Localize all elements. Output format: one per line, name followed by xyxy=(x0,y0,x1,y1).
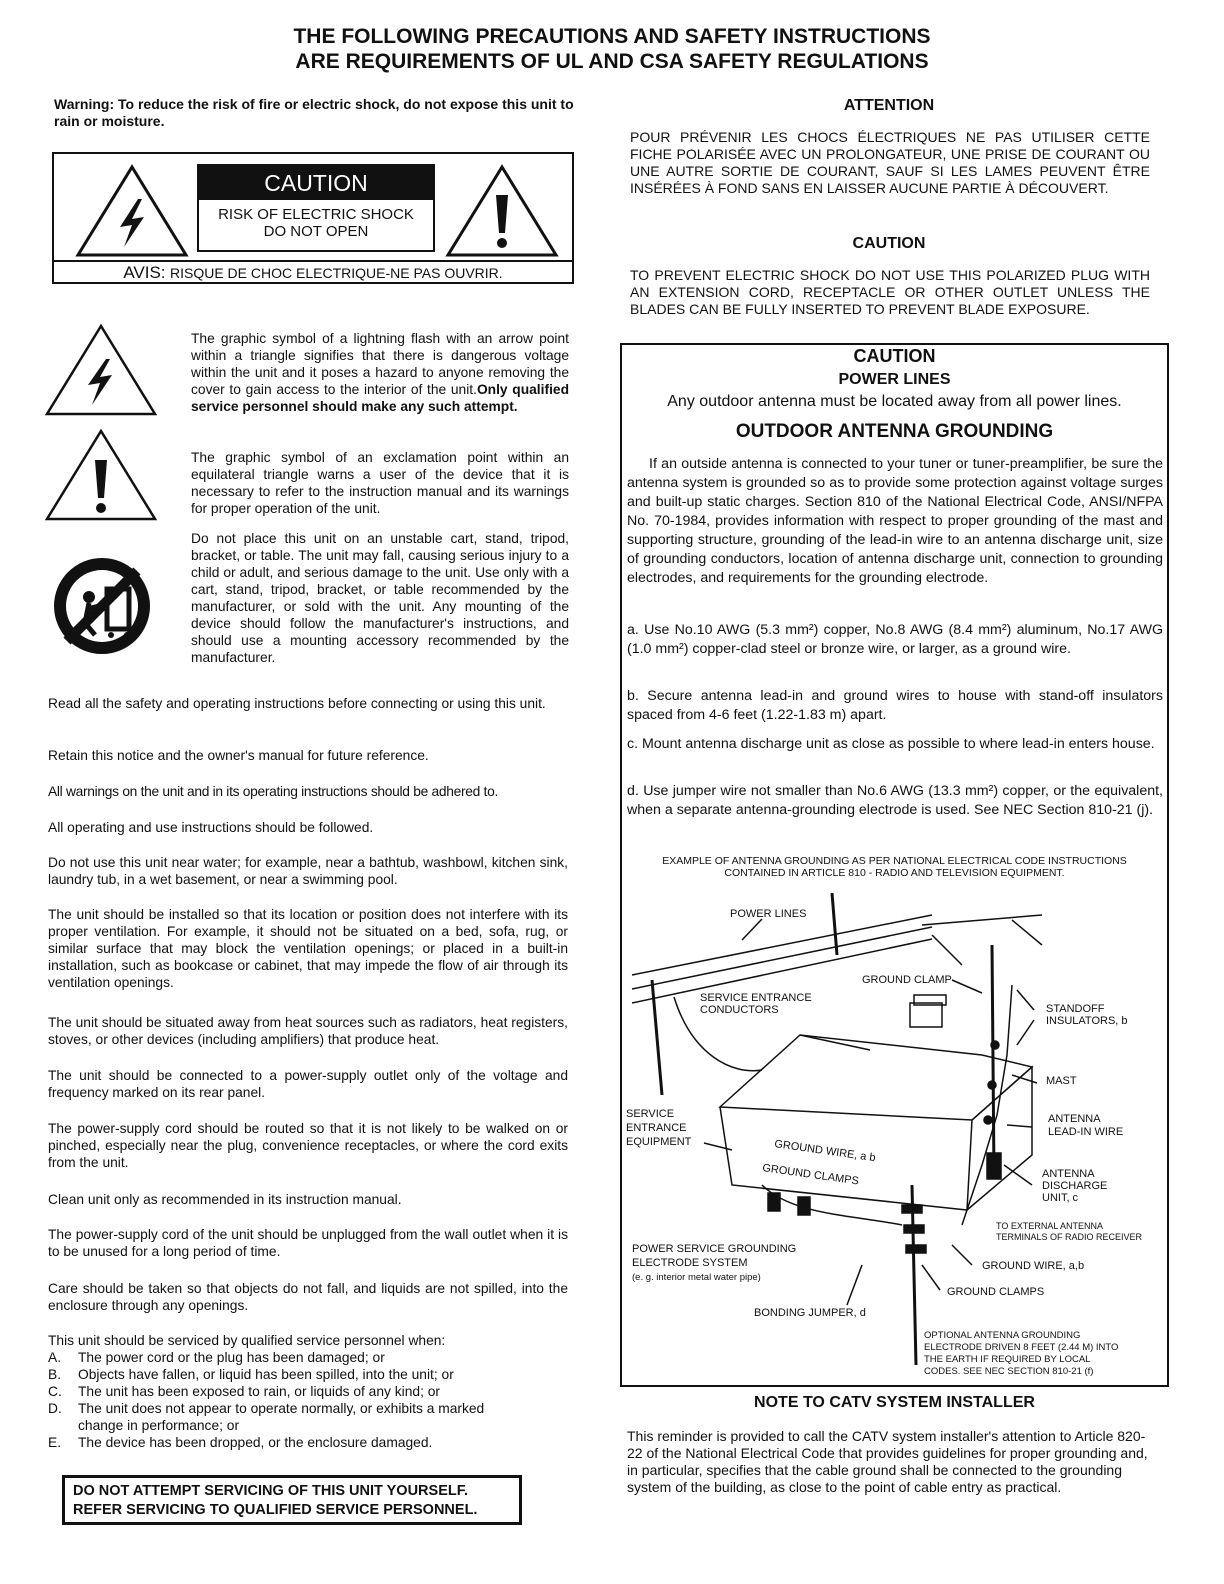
service-intro: This unit should be serviced by qualified service personnel when: xyxy=(48,1333,446,1348)
list-item xyxy=(48,1383,518,1400)
paragraph-5: Do not use this unit near water; for example, near a bathtub, washbowl, kitchen sink, laundry tub, in a wet basement, or near a swimming pool. xyxy=(48,855,568,887)
list-letter: A. xyxy=(48,1350,62,1365)
avis-row xyxy=(54,260,572,284)
grounding-text: If an outside antenna is connected to your tuner or tuner-preamplifier, be sure the antenna system is grounded so as to provide some protection against voltage surges and built-up static charges. Section 810 of the National Electrical Code, ANSI/NFPA No. 70-1984, provides information with respect to proper grounding of the mast and supporting structure, grounding of the lead-in wire to an antenna discharge unit, size of grounding conductors, location of antenna discharge unit, connection to grounding electrodes, and requirements for the grounding electrode. xyxy=(627,456,1163,586)
cart-warning-text: Do not place this unit on an unstable cart, stand, tripod, bracket, or table. The unit may fall, causing serious injury to a child or adult, and serious damage to the unit. Use only with a cart, stand, tripod, bracket, or table recommended by the manufacturer, or sold with the unit. Any mounting of the device should follow the manufacturer's instructions, and should use a mounting accessory recommended by the manufacturer. xyxy=(191,531,569,665)
label-service-entrance-2: CONDUCTORS xyxy=(700,1004,779,1016)
list-text: The device has been dropped, or the enclosure damaged. xyxy=(78,1435,433,1450)
exclamation-warning-icon xyxy=(444,163,560,259)
label-service-equip-2: ENTRANCE xyxy=(626,1122,687,1134)
label-standoff-1: STANDOFF xyxy=(1046,1003,1105,1015)
label-ground-clamps-inner: GROUND CLAMPS xyxy=(761,1162,860,1188)
paragraph-6: The unit should be installed so that its location or position does not interfere with its proper ventilation. For example, it should not be situated on a bed, sofa, rug, or similar surface that may block the ventilation openings; or placed in a built-in installation, such as bookcase or cabinet, that may impede the flow of air through its ventilation openings. xyxy=(48,907,568,990)
diagram-caption-line-1: EXAMPLE OF ANTENNA GROUNDING AS PER NATIONAL ELECTRICAL CODE INSTRUCTIONS xyxy=(662,855,1127,867)
label-optional-1: OPTIONAL ANTENNA GROUNDING xyxy=(924,1330,1081,1341)
paragraph-3: All warnings on the unit and in its operating instructions should be adhered to. xyxy=(48,784,498,799)
caution-banner: CAUTION xyxy=(199,166,433,200)
list-text: The power cord or the plug has been damaged; or xyxy=(78,1350,385,1365)
caution-heading: CAUTION xyxy=(852,235,926,252)
title-line-2: ARE REQUIREMENTS OF UL AND CSA SAFETY REGULATIONS xyxy=(295,50,929,73)
power-lines-text: Any outdoor antenna must be located away from all power lines. xyxy=(667,393,1122,410)
label-ground-wire-right: GROUND WIRE, a,b xyxy=(982,1260,1085,1272)
do-not-service-line-2: REFER SERVICING TO QUALIFIED SERVICE PERSONNEL. xyxy=(73,1502,478,1518)
cart-tipover-icon xyxy=(49,553,155,659)
list-item xyxy=(48,1400,518,1434)
list-item xyxy=(48,1366,518,1383)
antenna-grounding-diagram xyxy=(622,885,1167,1385)
list-text: Objects have fallen, or liquid has been spilled, into the unit; or xyxy=(78,1367,454,1382)
paragraph-8: The unit should be connected to a power-supply outlet only of the voltage and frequency marked on its rear panel. xyxy=(48,1068,568,1100)
label-ground-clamp: GROUND CLAMP xyxy=(862,974,952,986)
list-text: The unit has been exposed to rain, or liquids of any kind; or xyxy=(78,1384,441,1399)
label-lead-in-2: LEAD-IN WIRE xyxy=(1048,1126,1124,1138)
do-not-service-box xyxy=(62,1475,522,1525)
list-letter: E. xyxy=(48,1435,62,1450)
label-external-1: TO EXTERNAL ANTENNA xyxy=(996,1221,1104,1231)
paragraph-1: Read all the safety and operating instructions before connecting or using this unit. xyxy=(48,696,546,711)
catv-heading: NOTE TO CATV SYSTEM INSTALLER xyxy=(754,1394,1035,1411)
power-lines-heading: POWER LINES xyxy=(838,371,951,388)
label-service-entrance-1: SERVICE ENTRANCE xyxy=(700,992,812,1004)
title-line-1: THE FOLLOWING PRECAUTIONS AND SAFETY INSTRUCTIONS xyxy=(293,25,931,48)
list-item xyxy=(48,1434,518,1451)
caution-text: TO PREVENT ELECTRIC SHOCK DO NOT USE THIS POLARIZED PLUG WITH AN EXTENSION CORD, RECEPTACLE OR OTHER OUTLET UNLESS THE BLADES CAN BE FULLY INSERTED TO PREVENT BLADE EXPOSURE. xyxy=(630,267,1150,317)
label-optional-3: THE EARTH IF REQUIRED BY LOCAL xyxy=(924,1354,1091,1365)
paragraph-2: Retain this notice and the owner's manual for future reference. xyxy=(48,748,429,763)
list-text: The unit does not appear to operate normally, or exhibits a marked change in performance; or xyxy=(78,1401,485,1433)
caution-inner-label xyxy=(197,164,435,252)
exclamation-triangle-icon xyxy=(44,428,158,522)
attention-text: POUR PRÉVENIR LES CHOCS ÉLECTRIQUES NE PAS UTILISER CETTE FICHE POLARISÉE AVEC UN PROLONGATEUR, UNE PRISE DE COURANT OU UNE AUTRE SORTIE DE COURANT, SAUF SI LES LAMES PEUVENT ÊTRE INSÉRÉES À FOND SANS EN LAISSER AUCUNE PARTIE À DÉCOUVERT. xyxy=(630,129,1150,196)
label-bonding-jumper: BONDING JUMPER, d xyxy=(754,1307,866,1319)
avis-text: RISQUE DE CHOC ELECTRIQUE-NE PAS OUVRIR. xyxy=(169,265,503,281)
label-power-service-3: (e. g. interior metal water pipe) xyxy=(632,1272,761,1283)
caution-label-box xyxy=(52,152,574,284)
label-service-equip-1: SERVICE xyxy=(626,1108,675,1120)
paragraph-10: Clean unit only as recommended in its instruction manual. xyxy=(48,1192,402,1207)
label-optional-4: CODES. SEE NEC SECTION 810-21 (f) xyxy=(924,1366,1094,1377)
paragraph-12: Care should be taken so that objects do not fall, and liquids are not spilled, into the enclosure through any openings. xyxy=(48,1281,568,1313)
grounding-heading: OUTDOOR ANTENNA GROUNDING xyxy=(735,421,1054,442)
page-title xyxy=(0,24,1224,74)
paragraph-7: The unit should be situated away from heat sources such as radiators, heat registers, stoves, or other devices (including amplifiers) that produce heat. xyxy=(48,1015,568,1047)
label-power-service-1: POWER SERVICE GROUNDING xyxy=(632,1243,797,1255)
lightning-symbol-bold: Only qualified service personnel should make any such attempt. xyxy=(191,382,569,414)
risk-line-1: RISK OF ELECTRIC SHOCK xyxy=(218,206,414,223)
do-not-service-line-1: DO NOT ATTEMPT SERVICING OF THIS UNIT YOURSELF. xyxy=(73,1483,469,1499)
label-ground-wire-ab: GROUND WIRE, a b xyxy=(773,1138,877,1165)
label-power-lines: POWER LINES xyxy=(730,908,807,920)
grounding-item-c: c. Mount antenna discharge unit as close as possible to where lead-in enters house. xyxy=(627,736,1155,752)
catv-text: This reminder is provided to call the CATV system installer's attention to Article 820-22 of the National Electrical Code that provides guidelines for proper grounding and, in particular, specifies that the cable ground shall be connected to the grounding system of the building, as close to the point of cable entry as practical. xyxy=(627,1428,1148,1495)
diagram-caption-line-2: CONTAINED IN ARTICLE 810 - RADIO AND TELEVISION EQUIPMENT. xyxy=(724,867,1065,879)
grounding-item-a: a. Use No.10 AWG (5.3 mm²) copper, No.8 AWG (8.4 mm²) aluminum, No.17 AWG (1.0 mm²) copper-clad steel or bronze wire, or larger, as a ground wire. xyxy=(627,622,1163,657)
service-list xyxy=(48,1349,518,1451)
paragraph-9: The power-supply cord should be routed so that it is not likely to be walked on or pinched, especially near the plug, convenience receptacles, or where the cord exits from the unit. xyxy=(48,1121,568,1170)
attention-heading: ATTENTION xyxy=(843,97,935,114)
list-letter: C. xyxy=(48,1384,62,1399)
label-external-2: TERMINALS OF RADIO RECEIVER xyxy=(996,1232,1143,1242)
warning-text: Warning: To reduce the risk of fire or electric shock, do not expose this unit to rain or moisture. xyxy=(54,96,574,129)
list-letter: B. xyxy=(48,1367,62,1382)
lightning-warning-icon xyxy=(74,163,190,259)
lightning-symbol-text xyxy=(191,330,569,415)
box-caution-heading: CAUTION xyxy=(853,346,936,366)
list-item xyxy=(48,1349,518,1366)
label-discharge-3: UNIT, c xyxy=(1042,1192,1079,1204)
label-power-service-2: ELECTRODE SYSTEM xyxy=(632,1257,748,1269)
risk-line-2: DO NOT OPEN xyxy=(263,223,369,240)
label-mast: MAST xyxy=(1046,1075,1077,1087)
list-letter: D. xyxy=(48,1401,62,1416)
label-ground-clamps-right: GROUND CLAMPS xyxy=(947,1286,1045,1298)
grounding-item-d: d. Use jumper wire not smaller than No.6 AWG (13.3 mm²) copper, or the equivalent, when a separate antenna-grounding electrode is used. See NEC Section 810-21 (j). xyxy=(627,783,1163,818)
lightning-symbol-desc: The graphic symbol of a lightning flash with an arrow point within a triangle signifies that there is dangerous voltage within the unit and it poses a hazard to anyone removing the cover to gain access to the interior of the unit. xyxy=(191,331,569,397)
label-discharge-2: DISCHARGE xyxy=(1042,1180,1108,1192)
label-discharge-1: ANTENNA xyxy=(1042,1168,1095,1180)
label-service-equip-3: EQUIPMENT xyxy=(626,1136,692,1148)
exclamation-symbol-text: The graphic symbol of an exclamation point within an equilateral triangle warns a user of the device that it is necessary to refer to the instruction manual and its warnings for proper operation of the unit. xyxy=(191,450,569,516)
label-lead-in-1: ANTENNA xyxy=(1048,1113,1101,1125)
diagram-caption xyxy=(622,855,1167,879)
paragraph-11: The power-supply cord of the unit should be unplugged from the wall outlet when it is to be unused for a long period of time. xyxy=(48,1227,568,1259)
lightning-triangle-icon xyxy=(44,323,158,417)
avis-label: AVIS: xyxy=(123,263,166,282)
grounding-item-b: b. Secure antenna lead-in and ground wires to house with stand-off insulators spaced from 4-6 feet (1.22-1.83 m) apart. xyxy=(627,688,1163,723)
label-standoff-2: INSULATORS, b xyxy=(1046,1015,1128,1027)
paragraph-4: All operating and use instructions should be followed. xyxy=(48,820,374,835)
label-optional-2: ELECTRODE DRIVEN 8 FEET (2.44 M) INTO xyxy=(924,1342,1119,1353)
